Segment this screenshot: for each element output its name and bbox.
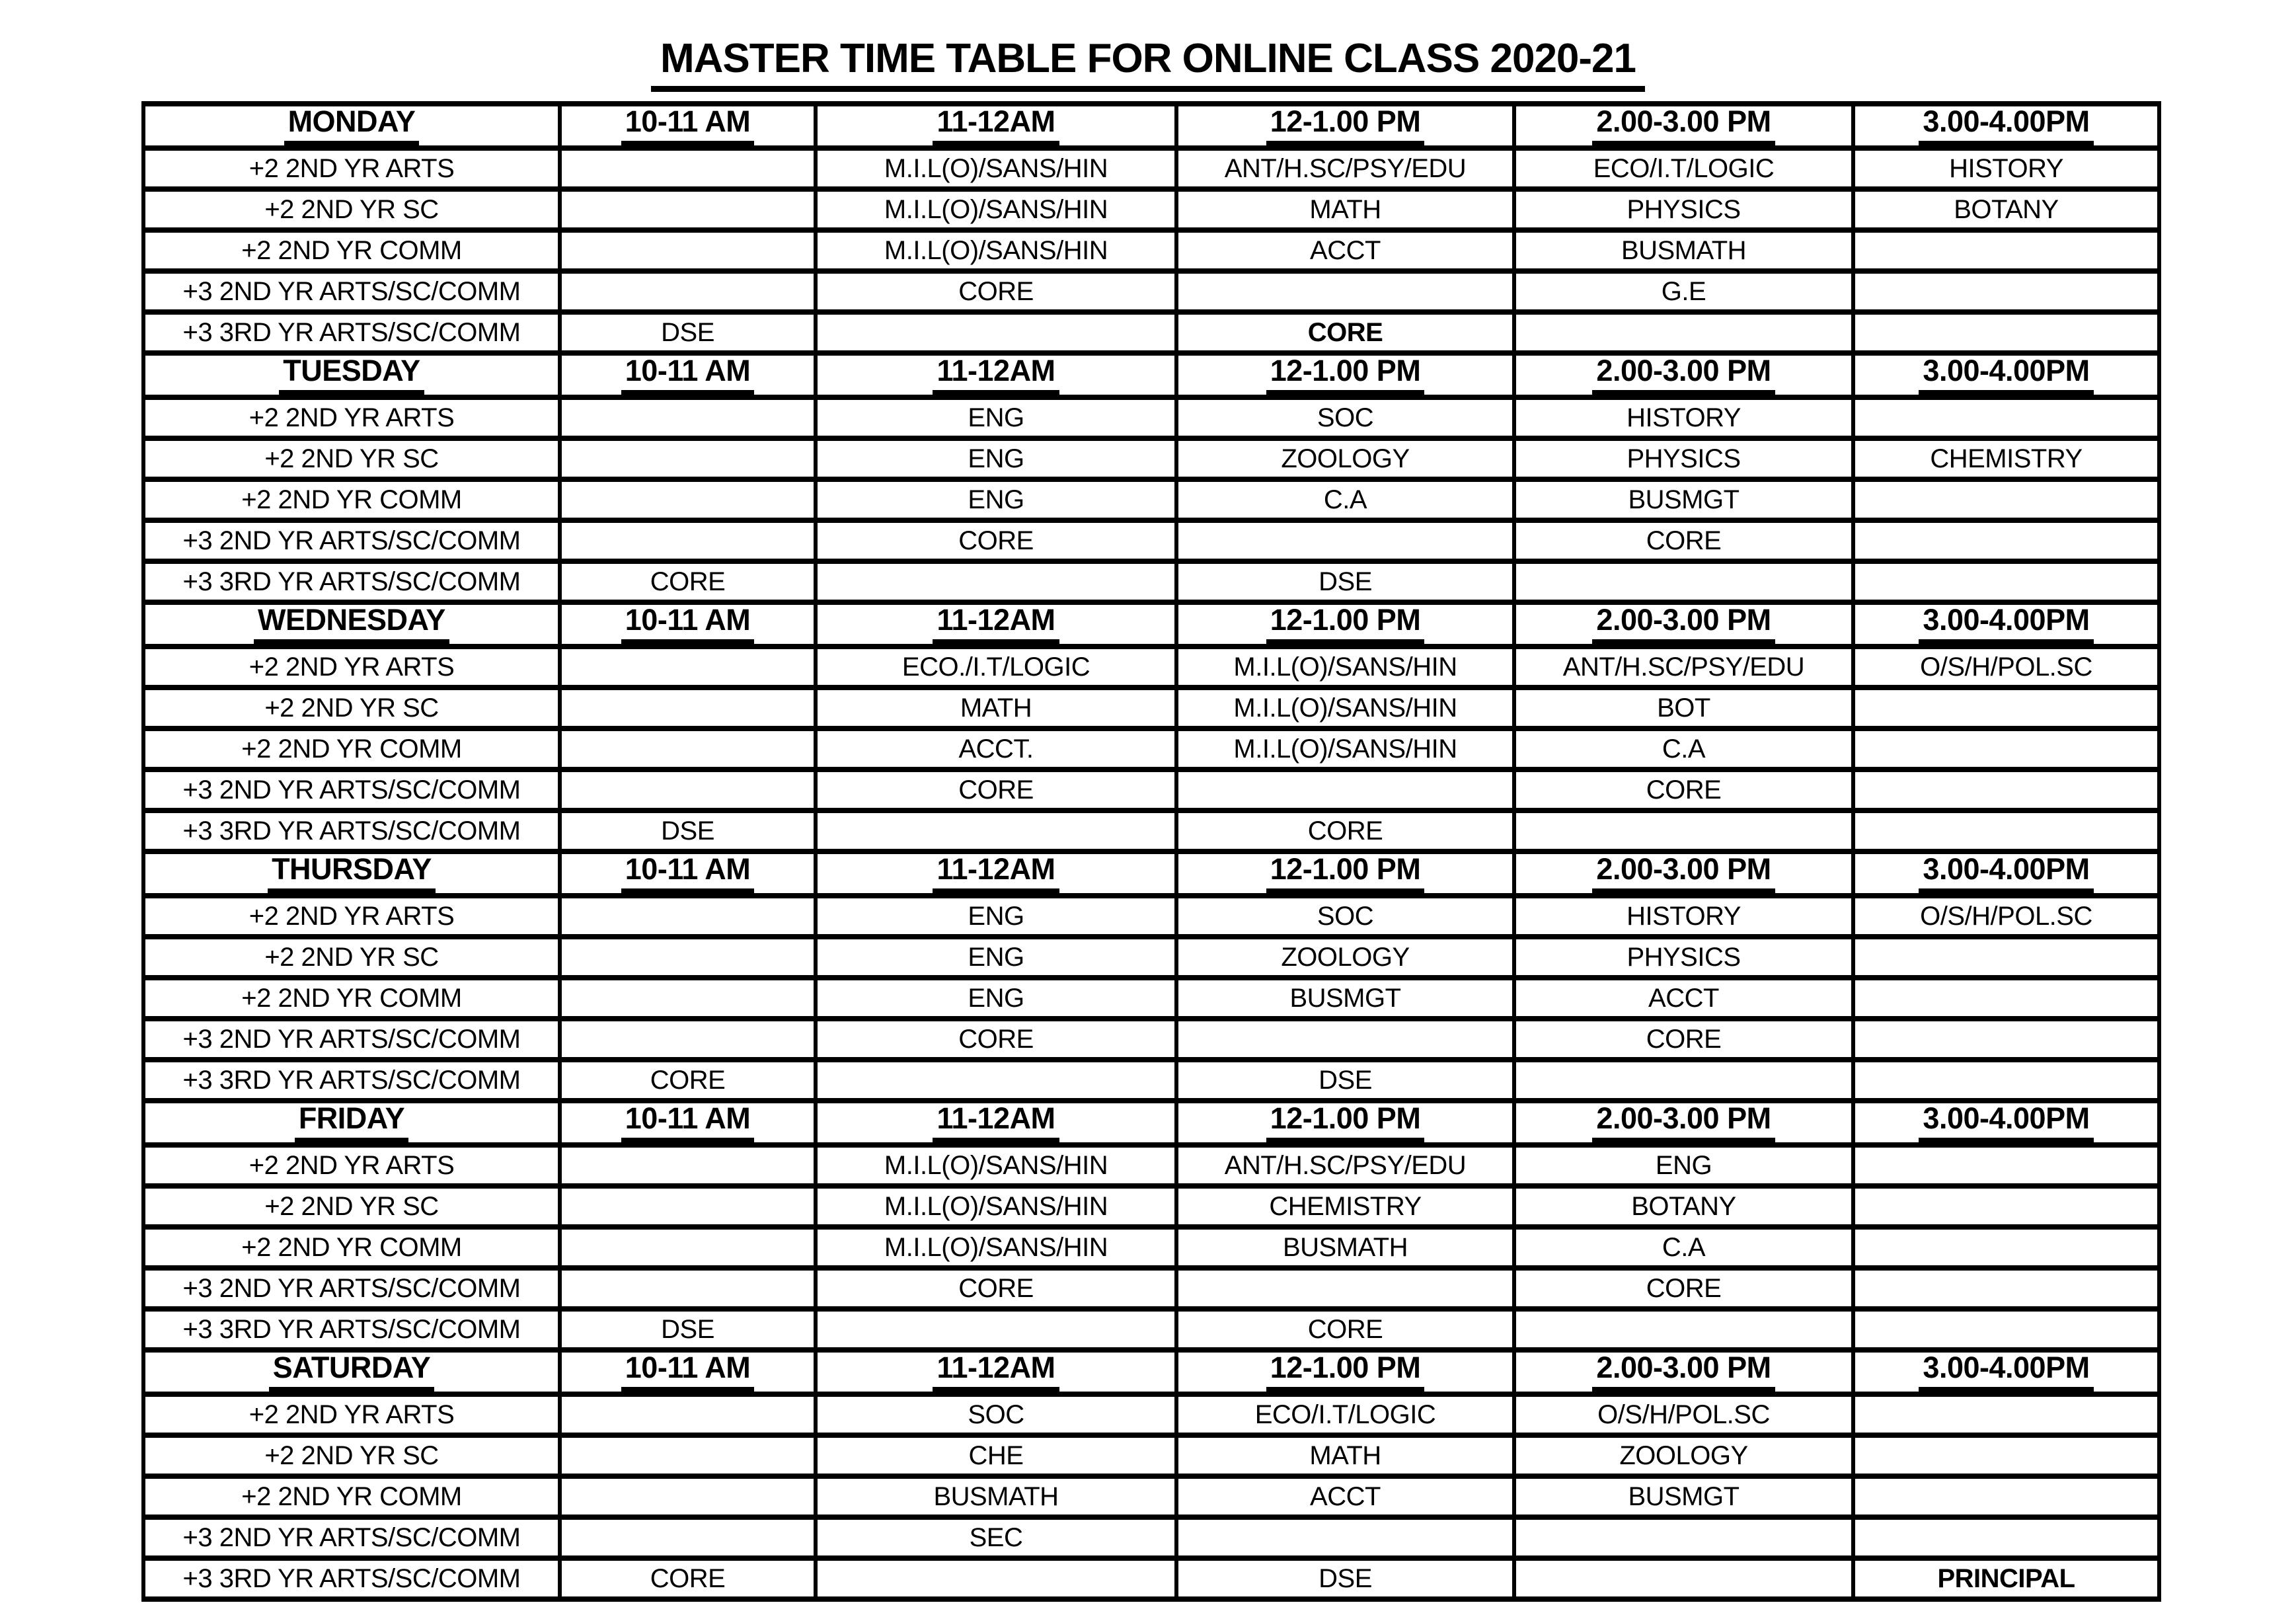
subject-cell: ECO/I.T/LOGIC <box>1514 148 1853 189</box>
class-label-cell: +2 2ND YR SC <box>143 1435 560 1476</box>
time-header-cell-label: 2.00-3.00 PM <box>1592 1353 1775 1392</box>
subject-cell: BOTANY <box>1853 189 2159 230</box>
class-row <box>143 520 2159 561</box>
subject-cell <box>560 937 816 978</box>
subject-cell <box>1853 1435 2159 1476</box>
subject-cell: M.I.L(O)/SANS/HIN <box>816 148 1176 189</box>
class-label-cell: +2 2ND YR ARTS <box>143 1394 560 1435</box>
time-header-cell <box>1514 602 1853 647</box>
day-header-row <box>143 1350 2159 1394</box>
day-name-cell-label: WEDNESDAY <box>254 605 449 644</box>
time-header-cell-label: 2.00-3.00 PM <box>1592 854 1775 893</box>
time-header-cell <box>1514 353 1853 397</box>
subject-cell <box>560 397 816 438</box>
subject-cell: CORE <box>1514 769 1853 810</box>
subject-cell: C.A <box>1176 479 1514 520</box>
time-header-cell-label: 11-12AM <box>933 1103 1059 1142</box>
subject-cell: MATH <box>1176 1435 1514 1476</box>
time-header-cell <box>816 1101 1176 1145</box>
subject-cell: CORE <box>560 561 816 602</box>
time-header-cell-label: 11-12AM <box>933 1353 1059 1392</box>
subject-cell <box>1514 1517 1853 1558</box>
subject-cell: ENG <box>816 937 1176 978</box>
subject-cell <box>1853 1268 2159 1309</box>
subject-cell: ENG <box>816 397 1176 438</box>
time-header-cell-label: 10-11 AM <box>621 1353 754 1392</box>
subject-cell: DSE <box>1176 1060 1514 1101</box>
subject-cell <box>1176 271 1514 312</box>
class-label-cell: +2 2ND YR SC <box>143 189 560 230</box>
subject-cell: CORE <box>1514 520 1853 561</box>
subject-cell: ECO./I.T/LOGIC <box>816 647 1176 688</box>
timetable <box>141 101 2161 1602</box>
subject-cell: CORE <box>1514 1268 1853 1309</box>
subject-cell: ENG <box>816 479 1176 520</box>
subject-cell: M.I.L(O)/SANS/HIN <box>1176 728 1514 769</box>
subject-cell: CORE <box>1176 810 1514 851</box>
subject-cell: ENG <box>816 438 1176 479</box>
day-name-cell-label: FRIDAY <box>295 1103 408 1142</box>
subject-cell: HISTORY <box>1853 148 2159 189</box>
subject-cell <box>560 1268 816 1309</box>
day-name-cell <box>143 104 560 148</box>
class-label-cell: +3 2ND YR ARTS/SC/COMM <box>143 1019 560 1060</box>
day-header-row <box>143 104 2159 148</box>
subject-cell: CORE <box>1514 1019 1853 1060</box>
subject-cell: ACCT <box>1176 230 1514 271</box>
day-name-cell-label: MONDAY <box>284 106 420 145</box>
subject-cell: CORE <box>816 520 1176 561</box>
subject-cell: CORE <box>1176 312 1514 353</box>
time-header-cell <box>816 1350 1176 1394</box>
day-header-row <box>143 1101 2159 1145</box>
time-header-cell <box>816 104 1176 148</box>
class-row <box>143 1476 2159 1517</box>
class-row <box>143 271 2159 312</box>
subject-cell <box>560 1186 816 1227</box>
time-header-cell <box>816 353 1176 397</box>
class-label-cell: +2 2ND YR COMM <box>143 479 560 520</box>
subject-cell <box>1514 1060 1853 1101</box>
subject-cell <box>560 520 816 561</box>
subject-cell <box>816 810 1176 851</box>
subject-cell <box>1853 312 2159 353</box>
day-name-cell-label: TUESDAY <box>279 356 424 395</box>
class-label-cell: +3 3RD YR ARTS/SC/COMM <box>143 1060 560 1101</box>
time-header-cell <box>1514 1350 1853 1394</box>
subject-cell: M.I.L(O)/SANS/HIN <box>816 1145 1176 1186</box>
subject-cell <box>560 1517 816 1558</box>
day-name-cell <box>143 1101 560 1145</box>
time-header-cell-label: 10-11 AM <box>621 356 754 395</box>
class-label-cell: +2 2ND YR SC <box>143 688 560 728</box>
subject-cell: BUSMGT <box>1514 479 1853 520</box>
subject-cell: ZOOLOGY <box>1176 937 1514 978</box>
subject-cell: MATH <box>816 688 1176 728</box>
class-row <box>143 1145 2159 1186</box>
time-header-cell-label: 11-12AM <box>933 356 1059 395</box>
subject-cell <box>560 189 816 230</box>
day-name-cell <box>143 353 560 397</box>
class-label-cell: +2 2ND YR COMM <box>143 1227 560 1268</box>
subject-cell: BOT <box>1514 688 1853 728</box>
subject-cell <box>560 1145 816 1186</box>
subject-cell <box>560 148 816 189</box>
time-header-cell <box>1853 851 2159 896</box>
subject-cell: SOC <box>1176 397 1514 438</box>
subject-cell: M.I.L(O)/SANS/HIN <box>816 1227 1176 1268</box>
time-header-cell-label: 12-1.00 PM <box>1266 1103 1425 1142</box>
subject-cell <box>1853 271 2159 312</box>
subject-cell: BUSMATH <box>1176 1227 1514 1268</box>
subject-cell: BUSMATH <box>1514 230 1853 271</box>
subject-cell: DSE <box>560 312 816 353</box>
class-label-cell: +3 3RD YR ARTS/SC/COMM <box>143 312 560 353</box>
class-row <box>143 1186 2159 1227</box>
subject-cell <box>816 1309 1176 1350</box>
time-header-cell-label: 2.00-3.00 PM <box>1592 1103 1775 1142</box>
subject-cell <box>1853 978 2159 1019</box>
class-label-cell: +2 2ND YR ARTS <box>143 1145 560 1186</box>
subject-cell: CORE <box>816 769 1176 810</box>
timetable-body <box>143 104 2159 1599</box>
page-title: MASTER TIME TABLE FOR ONLINE CLASS 2020-21 <box>651 38 1645 92</box>
class-label-cell: +2 2ND YR COMM <box>143 1476 560 1517</box>
time-header-cell-label: 10-11 AM <box>621 1103 754 1142</box>
subject-cell: O/S/H/POL.SC <box>1853 896 2159 937</box>
time-header-cell <box>1853 602 2159 647</box>
subject-cell: CORE <box>560 1558 816 1599</box>
time-header-cell-label: 11-12AM <box>933 106 1059 145</box>
class-row <box>143 1019 2159 1060</box>
time-header-cell-label: 2.00-3.00 PM <box>1592 106 1775 145</box>
subject-cell <box>560 271 816 312</box>
subject-cell <box>816 1060 1176 1101</box>
class-label-cell: +3 3RD YR ARTS/SC/COMM <box>143 561 560 602</box>
subject-cell: DSE <box>560 1309 816 1350</box>
subject-cell: SEC <box>816 1517 1176 1558</box>
subject-cell: DSE <box>1176 561 1514 602</box>
subject-cell <box>560 230 816 271</box>
class-row <box>143 397 2159 438</box>
subject-cell: ANT/H.SC/PSY/EDU <box>1514 647 1853 688</box>
subject-cell <box>1853 230 2159 271</box>
subject-cell <box>560 769 816 810</box>
time-header-cell <box>816 851 1176 896</box>
day-name-cell-label: THURSDAY <box>268 854 436 893</box>
subject-cell <box>1176 520 1514 561</box>
subject-cell: MATH <box>1176 189 1514 230</box>
subject-cell <box>560 896 816 937</box>
subject-cell <box>1176 1268 1514 1309</box>
class-label-cell: +2 2ND YR COMM <box>143 728 560 769</box>
time-header-cell-label: 11-12AM <box>933 854 1059 893</box>
subject-cell: ACCT <box>1176 1476 1514 1517</box>
subject-cell: CORE <box>1176 1309 1514 1350</box>
time-header-cell <box>1514 104 1853 148</box>
class-label-cell: +2 2ND YR ARTS <box>143 896 560 937</box>
subject-cell <box>1514 312 1853 353</box>
subject-cell <box>560 1394 816 1435</box>
subject-cell <box>1853 1145 2159 1186</box>
time-header-cell <box>1853 1350 2159 1394</box>
class-row <box>143 438 2159 479</box>
subject-cell: BUSMGT <box>1176 978 1514 1019</box>
time-header-cell <box>560 353 816 397</box>
time-header-cell-label: 3.00-4.00PM <box>1919 1353 2093 1392</box>
time-header-cell-label: 12-1.00 PM <box>1266 1353 1425 1392</box>
subject-cell: ZOOLOGY <box>1176 438 1514 479</box>
subject-cell <box>1853 561 2159 602</box>
class-row <box>143 1517 2159 1558</box>
class-label-cell: +3 2ND YR ARTS/SC/COMM <box>143 271 560 312</box>
class-row <box>143 312 2159 353</box>
day-name-cell <box>143 851 560 896</box>
class-label-cell: +2 2ND YR SC <box>143 1186 560 1227</box>
subject-cell <box>1853 688 2159 728</box>
class-label-cell: +3 3RD YR ARTS/SC/COMM <box>143 1309 560 1350</box>
subject-cell <box>1853 937 2159 978</box>
class-label-cell: +3 3RD YR ARTS/SC/COMM <box>143 1558 560 1599</box>
class-row <box>143 1060 2159 1101</box>
subject-cell: CHE <box>816 1435 1176 1476</box>
subject-cell: CORE <box>816 271 1176 312</box>
subject-cell <box>1853 1019 2159 1060</box>
subject-cell <box>560 647 816 688</box>
day-name-cell <box>143 602 560 647</box>
subject-cell <box>816 561 1176 602</box>
subject-cell <box>1176 1517 1514 1558</box>
class-row <box>143 810 2159 851</box>
class-row <box>143 189 2159 230</box>
subject-cell <box>1514 810 1853 851</box>
time-header-cell <box>560 1350 816 1394</box>
subject-cell: O/S/H/POL.SC <box>1853 647 2159 688</box>
class-label-cell: +3 2ND YR ARTS/SC/COMM <box>143 520 560 561</box>
subject-cell: G.E <box>1514 271 1853 312</box>
class-row <box>143 896 2159 937</box>
subject-cell: ACCT. <box>816 728 1176 769</box>
time-header-cell <box>1176 602 1514 647</box>
subject-cell: M.I.L(O)/SANS/HIN <box>1176 688 1514 728</box>
subject-cell <box>816 312 1176 353</box>
class-label-cell: +3 2ND YR ARTS/SC/COMM <box>143 769 560 810</box>
class-label-cell: +2 2ND YR ARTS <box>143 647 560 688</box>
class-label-cell: +2 2ND YR COMM <box>143 978 560 1019</box>
subject-cell <box>1853 810 2159 851</box>
subject-cell: PHYSICS <box>1514 937 1853 978</box>
class-label-cell: +2 2ND YR ARTS <box>143 148 560 189</box>
class-row <box>143 1268 2159 1309</box>
class-row <box>143 769 2159 810</box>
time-header-cell <box>1853 353 2159 397</box>
subject-cell <box>1853 1476 2159 1517</box>
time-header-cell-label: 10-11 AM <box>621 605 754 644</box>
subject-cell <box>1853 728 2159 769</box>
subject-cell: DSE <box>1176 1558 1514 1599</box>
class-row <box>143 1558 2159 1599</box>
subject-cell <box>1853 520 2159 561</box>
time-header-cell <box>1176 851 1514 896</box>
class-row <box>143 1227 2159 1268</box>
time-header-cell-label: 2.00-3.00 PM <box>1592 605 1775 644</box>
time-header-cell <box>560 851 816 896</box>
day-header-row <box>143 851 2159 896</box>
subject-cell <box>1853 1517 2159 1558</box>
time-header-cell <box>1853 104 2159 148</box>
subject-cell <box>560 479 816 520</box>
class-row <box>143 148 2159 189</box>
time-header-cell-label: 3.00-4.00PM <box>1919 854 2093 893</box>
subject-cell: ECO/I.T/LOGIC <box>1176 1394 1514 1435</box>
subject-cell <box>1853 397 2159 438</box>
class-row <box>143 1309 2159 1350</box>
subject-cell: SOC <box>816 1394 1176 1435</box>
subject-cell: ACCT <box>1514 978 1853 1019</box>
time-header-cell <box>1176 1101 1514 1145</box>
day-header-row <box>143 353 2159 397</box>
time-header-cell-label: 12-1.00 PM <box>1266 356 1425 395</box>
subject-cell: ZOOLOGY <box>1514 1435 1853 1476</box>
time-header-cell-label: 12-1.00 PM <box>1266 605 1425 644</box>
time-header-cell-label: 3.00-4.00PM <box>1919 106 2093 145</box>
subject-cell <box>560 1227 816 1268</box>
subject-cell <box>1853 769 2159 810</box>
subject-cell <box>560 688 816 728</box>
class-label-cell: +2 2ND YR SC <box>143 438 560 479</box>
time-header-cell <box>1176 353 1514 397</box>
class-row <box>143 647 2159 688</box>
time-header-cell-label: 3.00-4.00PM <box>1919 1103 2093 1142</box>
subject-cell: ANT/H.SC/PSY/EDU <box>1176 1145 1514 1186</box>
time-header-cell-label: 2.00-3.00 PM <box>1592 356 1775 395</box>
subject-cell <box>1853 1394 2159 1435</box>
subject-cell: BUSMGT <box>1514 1476 1853 1517</box>
class-label-cell: +2 2ND YR SC <box>143 937 560 978</box>
time-header-cell-label: 11-12AM <box>933 605 1059 644</box>
time-header-cell-label: 3.00-4.00PM <box>1919 356 2093 395</box>
class-row <box>143 688 2159 728</box>
subject-cell <box>560 1476 816 1517</box>
subject-cell: PRINCIPAL <box>1853 1558 2159 1599</box>
time-header-cell <box>560 104 816 148</box>
subject-cell: CORE <box>816 1019 1176 1060</box>
subject-cell <box>1514 561 1853 602</box>
time-header-cell <box>1176 1350 1514 1394</box>
time-header-cell <box>816 602 1176 647</box>
subject-cell: M.I.L(O)/SANS/HIN <box>816 1186 1176 1227</box>
class-label-cell: +3 2ND YR ARTS/SC/COMM <box>143 1268 560 1309</box>
time-header-cell <box>560 602 816 647</box>
time-header-cell-label: 10-11 AM <box>621 106 754 145</box>
subject-cell <box>560 978 816 1019</box>
day-name-cell <box>143 1350 560 1394</box>
class-row <box>143 479 2159 520</box>
subject-cell: ENG <box>1514 1145 1853 1186</box>
subject-cell <box>1176 769 1514 810</box>
class-label-cell: +3 3RD YR ARTS/SC/COMM <box>143 810 560 851</box>
day-name-cell-label: SATURDAY <box>269 1353 435 1392</box>
subject-cell: M.I.L(O)/SANS/HIN <box>816 230 1176 271</box>
class-row <box>143 1435 2159 1476</box>
subject-cell: C.A <box>1514 1227 1853 1268</box>
subject-cell <box>1853 1186 2159 1227</box>
subject-cell: ENG <box>816 896 1176 937</box>
class-row <box>143 561 2159 602</box>
subject-cell: PHYSICS <box>1514 189 1853 230</box>
subject-cell <box>1853 1227 2159 1268</box>
time-header-cell <box>560 1101 816 1145</box>
subject-cell <box>560 728 816 769</box>
time-header-cell <box>1176 104 1514 148</box>
subject-cell <box>1853 479 2159 520</box>
subject-cell <box>560 438 816 479</box>
subject-cell: BOTANY <box>1514 1186 1853 1227</box>
subject-cell: O/S/H/POL.SC <box>1514 1394 1853 1435</box>
subject-cell: M.I.L(O)/SANS/HIN <box>816 189 1176 230</box>
subject-cell: PHYSICS <box>1514 438 1853 479</box>
class-label-cell: +3 2ND YR ARTS/SC/COMM <box>143 1517 560 1558</box>
time-header-cell-label: 10-11 AM <box>621 854 754 893</box>
time-header-cell <box>1514 851 1853 896</box>
subject-cell: HISTORY <box>1514 397 1853 438</box>
time-header-cell-label: 12-1.00 PM <box>1266 854 1425 893</box>
subject-cell: SOC <box>1176 896 1514 937</box>
title-wrap <box>0 0 2296 92</box>
time-header-cell <box>1853 1101 2159 1145</box>
subject-cell: DSE <box>560 810 816 851</box>
class-row <box>143 1394 2159 1435</box>
subject-cell: CHEMISTRY <box>1853 438 2159 479</box>
subject-cell: C.A <box>1514 728 1853 769</box>
subject-cell: CORE <box>816 1268 1176 1309</box>
subject-cell <box>1176 1019 1514 1060</box>
subject-cell <box>560 1019 816 1060</box>
class-row <box>143 978 2159 1019</box>
time-header-cell-label: 3.00-4.00PM <box>1919 605 2093 644</box>
time-header-cell <box>1514 1101 1853 1145</box>
subject-cell <box>1514 1558 1853 1599</box>
class-row <box>143 230 2159 271</box>
subject-cell <box>816 1558 1176 1599</box>
subject-cell: CHEMISTRY <box>1176 1186 1514 1227</box>
subject-cell <box>1853 1060 2159 1101</box>
subject-cell: M.I.L(O)/SANS/HIN <box>1176 647 1514 688</box>
class-row <box>143 728 2159 769</box>
subject-cell: ANT/H.SC/PSY/EDU <box>1176 148 1514 189</box>
subject-cell <box>1853 1309 2159 1350</box>
class-label-cell: +2 2ND YR ARTS <box>143 397 560 438</box>
subject-cell: ENG <box>816 978 1176 1019</box>
subject-cell: CORE <box>560 1060 816 1101</box>
subject-cell: HISTORY <box>1514 896 1853 937</box>
time-header-cell-label: 12-1.00 PM <box>1266 106 1425 145</box>
class-label-cell: +2 2ND YR COMM <box>143 230 560 271</box>
subject-cell: BUSMATH <box>816 1476 1176 1517</box>
subject-cell <box>1514 1309 1853 1350</box>
class-row <box>143 937 2159 978</box>
subject-cell <box>560 1435 816 1476</box>
day-header-row <box>143 602 2159 647</box>
